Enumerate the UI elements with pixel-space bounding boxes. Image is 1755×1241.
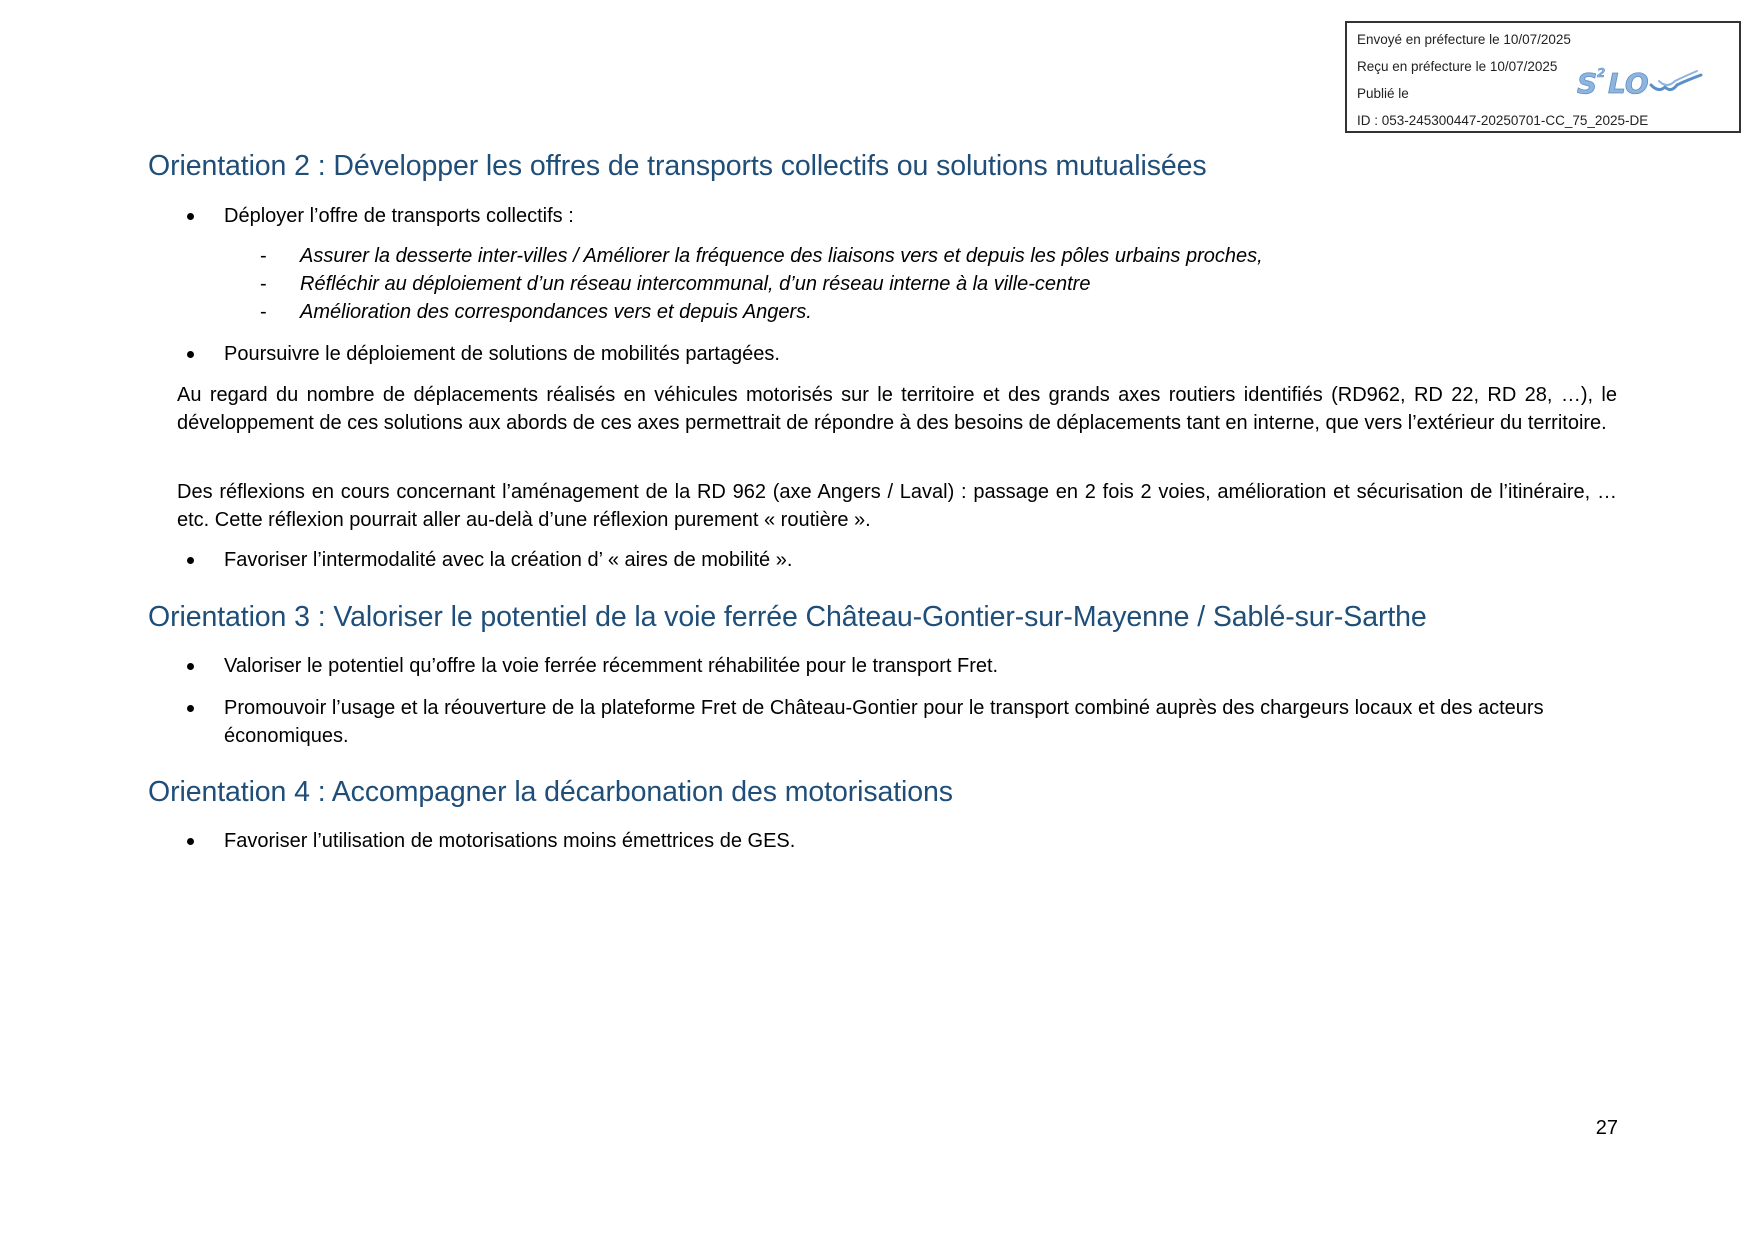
stamp-id: ID : 053-245300447-20250701-CC_75_2025-DE — [1357, 113, 1649, 128]
svg-text:S: S — [1577, 67, 1598, 100]
list-item-text: Valoriser le potentiel qu’offre la voie ferrée récemment réhabilitée pour le transport Fret. — [224, 655, 999, 677]
bullet-icon — [187, 838, 194, 845]
heading-orientation-4: Orientation 4 : Accompagner la décarbonation des motorisations — [148, 776, 953, 808]
bullet-icon — [187, 663, 194, 670]
svg-text:2: 2 — [1597, 66, 1606, 80]
list-item-text: Poursuivre le déploiement de solutions de mobilités partagées. — [224, 343, 780, 365]
paragraph: Au regard du nombre de déplacements réalisés en véhicules motorisés sur le territoire et des grands axes routiers identifiés (RD962, RD 22, RD 28, …), le développement de ces solutions aux abords de ces axes permettrait de répondre à des besoins de déplacements tant en interne, que vers l’extérieur du territoire. — [177, 384, 1617, 434]
bullet-icon — [187, 557, 194, 564]
sub-list-item-text: Réfléchir au déploiement d’un réseau intercommunal, d’un réseau interne à la ville-centre — [300, 273, 1091, 295]
dash-icon: - — [260, 245, 267, 267]
stamp-published: Publié le — [1357, 86, 1409, 101]
bullet-icon — [187, 213, 194, 220]
list-item-text: Favoriser l’intermodalité avec la création d’ « aires de mobilité ». — [224, 549, 793, 571]
page-number: 27 — [1595, 1117, 1618, 1139]
dash-icon: - — [260, 301, 267, 323]
bullet-icon — [187, 351, 194, 358]
bullet-icon — [187, 705, 194, 712]
dash-icon: - — [260, 273, 267, 295]
sub-list-item-text: Amélioration des correspondances vers et depuis Angers. — [300, 301, 812, 323]
sub-list-item-text: Assurer la desserte inter-villes / Améliorer la fréquence des liaisons vers et depuis les pôles urbains proches, — [300, 245, 1263, 267]
list-item-text: Promouvoir l’usage et la réouverture de la plateforme Fret de Château-Gontier pour le transport combiné auprès des chargeurs locaux et des acteurs économiques. — [224, 697, 1544, 747]
heading-orientation-3: Orientation 3 : Valoriser le potentiel de la voie ferrée Château-Gontier-sur-Mayenne / Sablé-sur-Sarthe — [148, 601, 1427, 633]
svg-text:LO: LO — [1608, 67, 1649, 100]
list-item-text: Favoriser l’utilisation de motorisations moins émettrices de GES. — [224, 830, 796, 852]
list-item-text: Déployer l’offre de transports collectifs : — [224, 205, 574, 227]
stamp-received-date: Reçu en préfecture le 10/07/2025 — [1357, 59, 1558, 74]
stamp-sent-date: Envoyé en préfecture le 10/07/2025 — [1357, 32, 1571, 47]
paragraph: Des réflexions en cours concernant l’aménagement de la RD 962 (axe Angers / Laval) : passage en 2 fois 2 voies, amélioration et sécurisation de l’itinéraire, …etc. Cette réflexion pourrait aller au-delà d’une réflexion purement « routière ». — [177, 481, 1617, 531]
heading-orientation-2: Orientation 2 : Développer les offres de transports collectifs ou solutions mutualisées — [148, 150, 1207, 182]
